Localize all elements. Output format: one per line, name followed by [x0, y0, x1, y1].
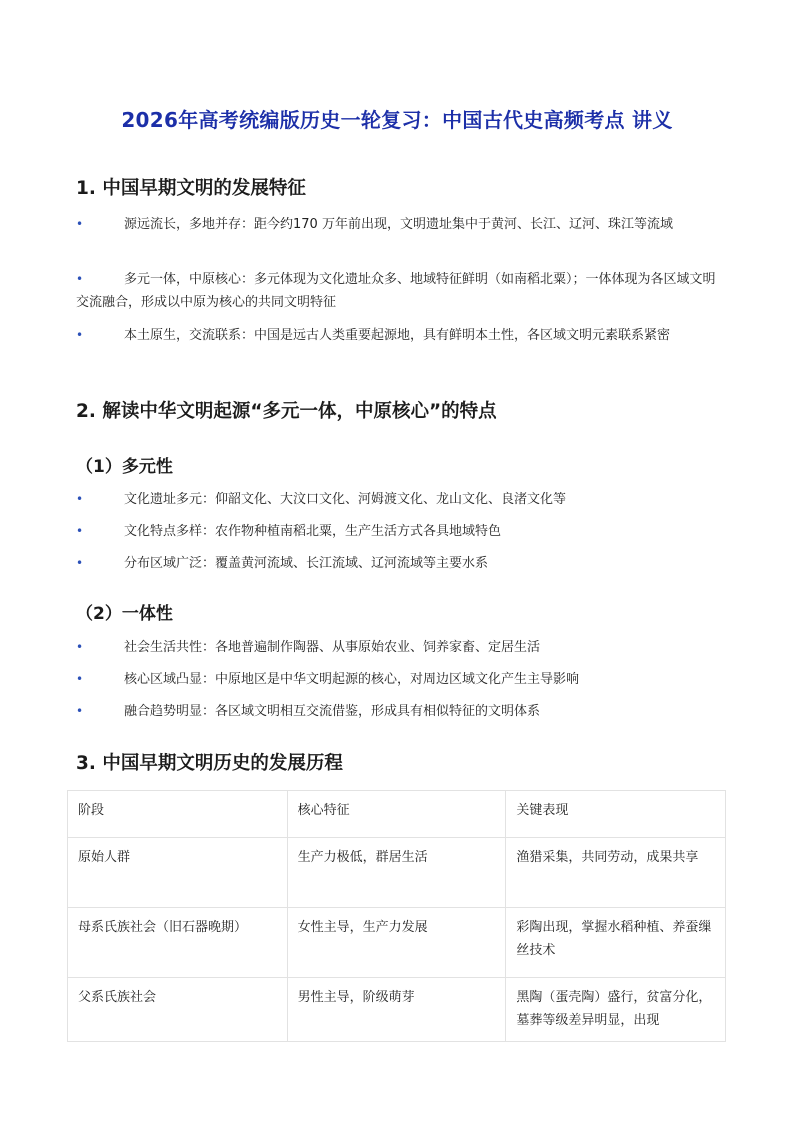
table-header-cell: 关键表现 — [506, 791, 726, 838]
table-cell: 父系氏族社会 — [68, 978, 288, 1042]
list-item — [76, 213, 718, 236]
table-cell: 生产力极低，群居生活 — [287, 838, 506, 908]
section-2-heading: 2. 解读中华文明起源“多元一体，中原核心”的特点 — [76, 401, 497, 422]
list-item-text: 社会生活共性：各地普遍制作陶器、从事原始农业、饲养家畜、定居生活 — [124, 640, 541, 655]
table-cell: 黑陶（蛋壳陶）盛行，贫富分化，墓葬等级差异明显，出现 — [506, 978, 726, 1042]
list-item-text: 本土原生，交流联系：中国是远古人类重要起源地，具有鲜明本土性，各区域文明元素联系紧密 — [124, 328, 671, 343]
list-item — [76, 668, 718, 691]
list-item-text: 分布区域广泛：覆盖黄河流域、长江流域、辽河流域等主要水系 — [124, 556, 489, 571]
table-header-cell: 核心特征 — [287, 791, 506, 838]
subsection-2-heading: （2）一体性 — [76, 604, 173, 624]
list-item — [76, 268, 718, 314]
list-item-text: 核心区域凸显：中原地区是中华文明起源的核心，对周边区域文化产生主导影响 — [124, 672, 580, 687]
section-1-heading: 1. 中国早期文明的发展特征 — [76, 178, 306, 199]
table-cell: 母系氏族社会（旧石器晚期） — [68, 908, 288, 978]
table-cell: 渔猎采集，共同劳动，成果共享 — [506, 838, 726, 908]
table-cell: 彩陶出现，掌握水稻种植、养蚕缫丝技术 — [506, 908, 726, 978]
list-item-text: 融合趋势明显：各区域文明相互交流借鉴，形成具有相似特征的文明体系 — [124, 704, 541, 719]
list-item — [76, 520, 718, 543]
list-item — [76, 700, 718, 723]
document-title: 2026年高考统编版历史一轮复习：中国古代史高频考点 讲义 — [121, 108, 673, 132]
history-stages-table — [67, 790, 726, 1042]
bullet-icon: • — [76, 704, 84, 718]
list-item-text: 文化特点多样：农作物种植南稻北粟，生产生活方式各具地域特色 — [124, 524, 502, 539]
table-cell: 男性主导，阶级萌芽 — [287, 978, 506, 1042]
bullet-icon: • — [76, 217, 84, 231]
table-header-cell: 阶段 — [68, 791, 288, 838]
table-row — [68, 908, 726, 978]
list-item — [76, 488, 718, 511]
bullet-icon: • — [76, 672, 84, 686]
list-item-text: 多元一体，中原核心：多元体现为文化遗址众多、地域特征鲜明（如南稻北粟）；一体体现为各区域文明交流融合，形成以中原为核心的共同文明特征 — [76, 272, 716, 310]
list-item-text: 源远流长，多地并存：距今约170 万年前出现，文明遗址集中于黄河、长江、辽河、珠江等流域 — [124, 217, 673, 232]
table-row — [68, 978, 726, 1042]
list-item-text: 文化遗址多元：仰韶文化、大汶口文化、河姆渡文化、龙山文化、良渚文化等 — [124, 492, 567, 507]
table-row — [68, 838, 726, 908]
bullet-icon: • — [76, 492, 84, 506]
section-3-heading: 3. 中国早期文明历史的发展历程 — [76, 753, 343, 774]
table-cell: 女性主导，生产力发展 — [287, 908, 506, 978]
bullet-icon: • — [76, 272, 84, 286]
bullet-icon: • — [76, 556, 84, 570]
list-item — [76, 636, 718, 659]
list-item — [76, 552, 718, 575]
table-cell: 原始人群 — [68, 838, 288, 908]
list-item — [76, 324, 718, 347]
subsection-1-heading: （1）多元性 — [76, 457, 173, 477]
bullet-icon: • — [76, 524, 84, 538]
table-header-row — [68, 791, 726, 838]
bullet-icon: • — [76, 640, 84, 654]
bullet-icon: • — [76, 328, 84, 342]
